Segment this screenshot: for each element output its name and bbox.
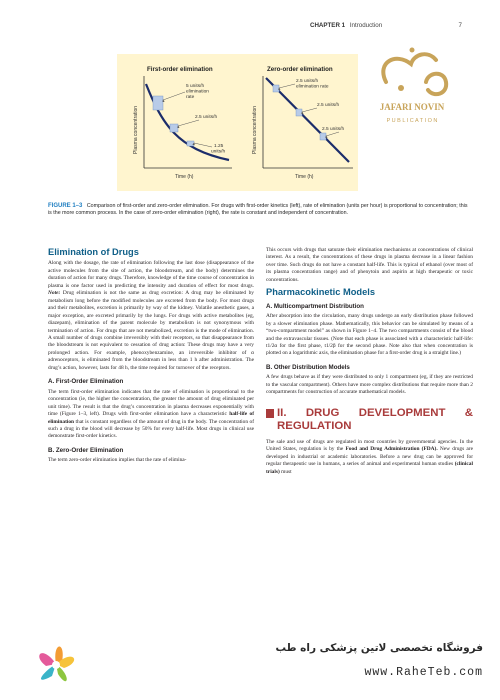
paragraph-text: The term zero-order elimination implies that the rate of elimina- [48, 457, 187, 464]
panel-right-title: Zero-order elimination [267, 66, 333, 73]
figure-caption [48, 203, 468, 217]
paragraph [48, 260, 254, 372]
page-number: 7 [458, 22, 462, 29]
publisher-watermark [356, 42, 468, 134]
bold-term: half-life of elimination [48, 411, 254, 425]
store-footer [0, 628, 500, 700]
subheading-multicompartment: A. Multicompartment Distribution [266, 302, 364, 310]
paragraph-text: The sale and use of drugs are regulated in most countries by governmental agencies. In the United States, regulation is by the [266, 438, 473, 453]
subheading-first-order: A. First-Order Elimination [48, 378, 124, 386]
section-drug-development [266, 407, 473, 433]
bold-term: Food and Drug Administration (FDA). [345, 446, 438, 453]
paragraph-text: that is constant regardless of the amount of drug in the body. The concentration of such a drug in the blood will decrease by 50% for every half-life. Most drugs in clinical use demonstrate first-order kinetics. [48, 418, 254, 440]
paragraph-text: The term first-order elimination indicates that the rate of elimination is proportional to the concentration (ie, the higher the concentration, the greater the amount of drug eliminated per unit time). The result is that the drug’s concentration in plasma decreases exponentially with time (Figure 1–3, left). Drugs with first-order elimination have a characteristic [48, 388, 254, 418]
paragraph-text: Drug elimination is not the same as drug excretion: A drug may be eliminated by metabolism long before the modified molecules are excreted from the body. For most drugs and their metabolites, excretion is primarily by way of the kidney. Volatile anesthetic gases, a major exception, are excreted primarily by the lungs. For drugs with active metabolites (eg, diazepam), elimination of the parent molecule by metabolism is not synonymous with termination of action. For drugs that are not metabolized, excretion is the mode of elimination. A small number of drugs combine irreversibly with their receptors, so that disappearance from the bloodstream is not equivalent to cessation of drug action: These drugs may have a very prolonged action. For example, phenoxybenzamine, an irreversible inhibitor of α adrenoceptors, is eliminated from the bloodstream in less than 1 h after administration. The drug’s action, however, lasts for 48 h, the time required for turnover of the receptors. [48, 290, 254, 371]
section-marker [266, 409, 274, 418]
figure-label: FIGURE 1–3 [48, 203, 83, 209]
right-column [266, 247, 473, 481]
panel-right-ylabel: Plasma concentration [252, 105, 258, 154]
paragraph [48, 457, 254, 464]
bold-term: (clinical trials) [266, 461, 473, 475]
store-url[interactable]: www.RaheTeb.com [364, 666, 483, 679]
watermark-line2: P U B L I C A T I O N [386, 118, 438, 124]
annot-2-5-units-mid: 2.5 units/h [317, 103, 340, 108]
paragraph-text: After absorption into the circulation, many drugs undergo an early distribution phase followed by a slower elimination phase. Mathematically, this behavior can be simulated by means of a “two-compartment model” as shown in Figure 1–4. The two compartments consist of the blood and the extravascular tissues. (Note that each phase is associated with a characteristic half-life: t1/2α for the first phase, t1/2β for the second phase. Note also that when concentration is plotted on a logarithmic axis, the elimination phase for a first-order drug is a straight line.) [266, 313, 473, 357]
subheading-other-distribution: B. Other Distribution Models [266, 363, 350, 371]
panel-left-xlabel: Time (h) [175, 174, 194, 180]
chapter-title: Introduction [349, 22, 383, 29]
figure-1-3 [117, 54, 358, 191]
left-column [48, 247, 254, 470]
figure-caption-text: Comparison of first-order and zero-order elimination. For drugs with first-order kinetics (left), rate of elimination (units per hour) is proportional to concentration; this is the more common process. In the case of zero-order elimination (right), the rate is constant and independent of concentration. [48, 203, 468, 216]
running-header [310, 22, 490, 34]
section-title: II. DRUG DEVELOPMENT & REGULATION [277, 406, 473, 432]
paragraph [266, 247, 473, 284]
annot-5-units: 5 units/h elimination rate [186, 84, 209, 100]
annot-1-25-units: 1.25 units/h [211, 144, 226, 155]
note-label: Note: [48, 290, 61, 297]
elimination-diagram [117, 54, 358, 191]
paragraph [266, 439, 473, 476]
panel-left-ylabel: Plasma concentration [133, 105, 139, 154]
paragraph-text: This occurs with drugs that saturate their elimination mechanisms at concentrations of clinical interest. As a result, the concentrations of these drugs in plasma decrease in a linear fashion over time. Such drugs do not have a constant half-life. This is typical of ethanol (over most of its plasma concentration range) and of phenytoin and aspirin at high therapeutic or toxic concentrations. [266, 247, 473, 283]
paragraph [266, 374, 473, 396]
paragraph-text: A few drugs behave as if they were distributed to only 1 compartment (eg, if they are restricted to the vascular compartment). Others have more complex distributions that require more than 2 compartments for construction of accurate mathematical models. [266, 374, 473, 396]
subheading-zero-order: B. Zero-Order Elimination [48, 446, 124, 454]
paragraph-text: Along with the dosage, the rate of elimination following the last dose (disappearance of the active molecules from the site of action, the bloodstream, and the body) determines the duration of action for many drugs. Therefore, knowledge of the time course of concentration in plasma is one factor used in predicting the intensity and duration of effect for most drugs. [48, 260, 254, 289]
heading-pharmacokinetic-models: Pharmacokinetic Models [266, 287, 376, 298]
watermark-line1: JAFARI NOVIN [379, 102, 445, 112]
panel-left-title: First-order elimination [147, 66, 213, 73]
annot-2-5-units-left: 2.5 units/h [195, 115, 218, 120]
panel-right-xlabel: Time (h) [295, 174, 314, 180]
annot-2-5-units-top: 2.5 units/h elimination rate [296, 79, 329, 90]
store-name: فروشگاه تخصصی لاتین پزشکی راه طب [275, 642, 483, 654]
heading-elimination-of-drugs: Elimination of Drugs [48, 247, 139, 257]
paragraph-text: New drugs are developed in industrial or academic laboratories. Before a new drug can be approved for regular therapeutic use in humans, a series of animal and experimental human studies [266, 446, 473, 468]
paragraph [48, 389, 254, 441]
chapter-label: CHAPTER 1 [310, 22, 346, 29]
watermark-logo-icon [356, 42, 468, 134]
paragraph [266, 313, 473, 358]
paragraph-text: must [281, 468, 292, 475]
annot-2-5-units-low: 2.5 units/h [322, 127, 345, 132]
store-logo-icon [22, 634, 90, 694]
